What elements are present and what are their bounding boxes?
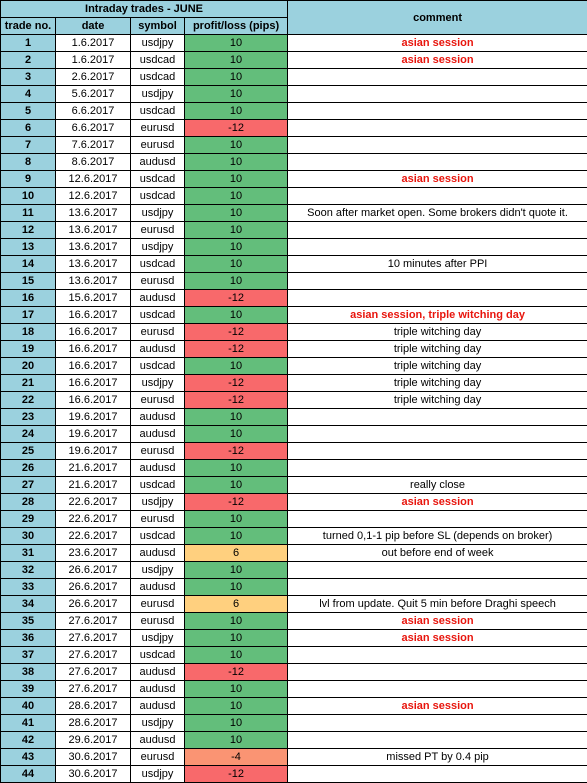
date-cell: 12.6.2017 [56, 171, 131, 188]
table-row [1, 681, 587, 698]
symbol-cell: usdjpy [131, 494, 185, 511]
profit-loss-cell: 10 [185, 698, 288, 715]
table-row [1, 613, 587, 630]
header-comment: comment [288, 1, 587, 35]
table-row [1, 154, 587, 171]
table-row [1, 222, 587, 239]
profit-loss-cell: 10 [185, 460, 288, 477]
profit-loss-cell: -12 [185, 443, 288, 460]
profit-loss-cell: 10 [185, 35, 288, 52]
table-row [1, 562, 587, 579]
symbol-cell: usdjpy [131, 35, 185, 52]
comment-cell [288, 86, 587, 103]
trade-number-cell: 39 [1, 681, 56, 698]
symbol-cell: eurusd [131, 273, 185, 290]
header-date: date [56, 18, 131, 35]
profit-loss-cell: 10 [185, 409, 288, 426]
table-row [1, 392, 587, 409]
symbol-cell: usdjpy [131, 86, 185, 103]
comment-cell [288, 69, 587, 86]
profit-loss-cell: -12 [185, 494, 288, 511]
trade-number-cell: 41 [1, 715, 56, 732]
comment-cell [288, 664, 587, 681]
date-cell: 7.6.2017 [56, 137, 131, 154]
trade-number-cell: 17 [1, 307, 56, 324]
profit-loss-cell: 10 [185, 69, 288, 86]
symbol-cell: audusd [131, 154, 185, 171]
date-cell: 30.6.2017 [56, 766, 131, 783]
header-trade-no: trade no. [1, 18, 56, 35]
date-cell: 27.6.2017 [56, 647, 131, 664]
table-row [1, 120, 587, 137]
profit-loss-cell: -12 [185, 375, 288, 392]
comment-cell: asian session [288, 698, 587, 715]
symbol-cell: usdjpy [131, 630, 185, 647]
trade-number-cell: 13 [1, 239, 56, 256]
date-cell: 27.6.2017 [56, 630, 131, 647]
table-title: Intraday trades - JUNE [1, 1, 288, 18]
table-row [1, 324, 587, 341]
trade-number-cell: 30 [1, 528, 56, 545]
trade-number-cell: 12 [1, 222, 56, 239]
symbol-cell: eurusd [131, 613, 185, 630]
date-cell: 1.6.2017 [56, 35, 131, 52]
table-row [1, 426, 587, 443]
table-row [1, 307, 587, 324]
symbol-cell: audusd [131, 664, 185, 681]
symbol-cell: usdjpy [131, 239, 185, 256]
symbol-cell: usdcad [131, 188, 185, 205]
header-symbol: symbol [131, 18, 185, 35]
comment-cell: asian session [288, 630, 587, 647]
comment-cell: triple witching day [288, 341, 587, 358]
profit-loss-cell: -12 [185, 392, 288, 409]
comment-cell [288, 103, 587, 120]
table-row [1, 103, 587, 120]
comment-cell: asian session [288, 171, 587, 188]
trade-number-cell: 7 [1, 137, 56, 154]
profit-loss-cell: -12 [185, 664, 288, 681]
symbol-cell: eurusd [131, 137, 185, 154]
date-cell: 16.6.2017 [56, 358, 131, 375]
symbol-cell: eurusd [131, 120, 185, 137]
table-body [1, 35, 587, 783]
symbol-cell: audusd [131, 732, 185, 749]
trade-number-cell: 16 [1, 290, 56, 307]
comment-cell [288, 681, 587, 698]
trade-number-cell: 5 [1, 103, 56, 120]
symbol-cell: usdjpy [131, 715, 185, 732]
symbol-cell: eurusd [131, 324, 185, 341]
comment-cell [288, 290, 587, 307]
date-cell: 19.6.2017 [56, 443, 131, 460]
trade-number-cell: 23 [1, 409, 56, 426]
table-row [1, 715, 587, 732]
date-cell: 1.6.2017 [56, 52, 131, 69]
trade-number-cell: 24 [1, 426, 56, 443]
table-row [1, 273, 587, 290]
trade-number-cell: 1 [1, 35, 56, 52]
profit-loss-cell: 10 [185, 256, 288, 273]
symbol-cell: usdcad [131, 528, 185, 545]
comment-cell: asian session, triple witching day [288, 307, 587, 324]
date-cell: 13.6.2017 [56, 205, 131, 222]
symbol-cell: audusd [131, 341, 185, 358]
symbol-cell: usdjpy [131, 375, 185, 392]
trade-number-cell: 38 [1, 664, 56, 681]
profit-loss-cell: 10 [185, 477, 288, 494]
table-row [1, 205, 587, 222]
profit-loss-cell: 10 [185, 562, 288, 579]
date-cell: 19.6.2017 [56, 409, 131, 426]
trade-number-cell: 31 [1, 545, 56, 562]
profit-loss-cell: 10 [185, 171, 288, 188]
comment-cell [288, 766, 587, 783]
symbol-cell: audusd [131, 290, 185, 307]
comment-cell: asian session [288, 35, 587, 52]
trade-number-cell: 32 [1, 562, 56, 579]
symbol-cell: eurusd [131, 392, 185, 409]
trade-number-cell: 20 [1, 358, 56, 375]
date-cell: 13.6.2017 [56, 256, 131, 273]
trade-number-cell: 4 [1, 86, 56, 103]
date-cell: 16.6.2017 [56, 341, 131, 358]
symbol-cell: usdcad [131, 103, 185, 120]
table-row [1, 137, 587, 154]
trade-number-cell: 21 [1, 375, 56, 392]
profit-loss-cell: 10 [185, 154, 288, 171]
date-cell: 28.6.2017 [56, 715, 131, 732]
comment-cell: asian session [288, 494, 587, 511]
trade-number-cell: 42 [1, 732, 56, 749]
symbol-cell: eurusd [131, 511, 185, 528]
comment-cell: triple witching day [288, 392, 587, 409]
date-cell: 13.6.2017 [56, 273, 131, 290]
table-row [1, 630, 587, 647]
profit-loss-cell: 6 [185, 545, 288, 562]
trade-number-cell: 33 [1, 579, 56, 596]
date-cell: 13.6.2017 [56, 222, 131, 239]
trade-number-cell: 8 [1, 154, 56, 171]
profit-loss-cell: 10 [185, 188, 288, 205]
trade-number-cell: 19 [1, 341, 56, 358]
comment-cell: triple witching day [288, 375, 587, 392]
comment-cell: triple witching day [288, 324, 587, 341]
table-row [1, 188, 587, 205]
trade-number-cell: 14 [1, 256, 56, 273]
date-cell: 27.6.2017 [56, 664, 131, 681]
symbol-cell: eurusd [131, 222, 185, 239]
symbol-cell: usdcad [131, 358, 185, 375]
symbol-cell: usdcad [131, 52, 185, 69]
table-row [1, 69, 587, 86]
profit-loss-cell: -12 [185, 766, 288, 783]
header-profit-loss: profit/loss (pips) [185, 18, 288, 35]
symbol-cell: audusd [131, 426, 185, 443]
symbol-cell: eurusd [131, 749, 185, 766]
symbol-cell: usdjpy [131, 562, 185, 579]
symbol-cell: audusd [131, 681, 185, 698]
comment-cell [288, 562, 587, 579]
profit-loss-cell: 10 [185, 647, 288, 664]
comment-cell [288, 409, 587, 426]
comment-cell: turned 0,1-1 pip before SL (depends on broker) [288, 528, 587, 545]
date-cell: 8.6.2017 [56, 154, 131, 171]
date-cell: 19.6.2017 [56, 426, 131, 443]
date-cell: 23.6.2017 [56, 545, 131, 562]
date-cell: 28.6.2017 [56, 698, 131, 715]
profit-loss-cell: 10 [185, 52, 288, 69]
comment-cell: asian session [288, 52, 587, 69]
table-row [1, 647, 587, 664]
table-row [1, 545, 587, 562]
date-cell: 22.6.2017 [56, 494, 131, 511]
trade-number-cell: 9 [1, 171, 56, 188]
symbol-cell: audusd [131, 545, 185, 562]
comment-cell [288, 715, 587, 732]
trade-number-cell: 34 [1, 596, 56, 613]
date-cell: 21.6.2017 [56, 460, 131, 477]
table-row [1, 596, 587, 613]
profit-loss-cell: 10 [185, 630, 288, 647]
comment-cell: really close [288, 477, 587, 494]
comment-cell [288, 579, 587, 596]
trade-number-cell: 22 [1, 392, 56, 409]
comment-cell [288, 460, 587, 477]
profit-loss-cell: 10 [185, 103, 288, 120]
symbol-cell: usdcad [131, 307, 185, 324]
symbol-cell: usdcad [131, 171, 185, 188]
trade-number-cell: 37 [1, 647, 56, 664]
comment-cell [288, 647, 587, 664]
trade-number-cell: 35 [1, 613, 56, 630]
date-cell: 5.6.2017 [56, 86, 131, 103]
comment-cell [288, 426, 587, 443]
trade-number-cell: 2 [1, 52, 56, 69]
table-row [1, 290, 587, 307]
comment-cell [288, 222, 587, 239]
trade-number-cell: 11 [1, 205, 56, 222]
table-row [1, 511, 587, 528]
profit-loss-cell: 10 [185, 511, 288, 528]
symbol-cell: usdcad [131, 69, 185, 86]
date-cell: 29.6.2017 [56, 732, 131, 749]
table-row [1, 52, 587, 69]
date-cell: 26.6.2017 [56, 596, 131, 613]
date-cell: 6.6.2017 [56, 120, 131, 137]
trade-number-cell: 27 [1, 477, 56, 494]
date-cell: 26.6.2017 [56, 579, 131, 596]
table-row [1, 443, 587, 460]
table-row [1, 35, 587, 52]
date-cell: 2.6.2017 [56, 69, 131, 86]
date-cell: 16.6.2017 [56, 307, 131, 324]
symbol-cell: audusd [131, 579, 185, 596]
profit-loss-cell: -4 [185, 749, 288, 766]
trade-number-cell: 10 [1, 188, 56, 205]
table-row [1, 358, 587, 375]
trade-number-cell: 25 [1, 443, 56, 460]
symbol-cell: usdcad [131, 647, 185, 664]
date-cell: 22.6.2017 [56, 528, 131, 545]
date-cell: 6.6.2017 [56, 103, 131, 120]
table-row [1, 239, 587, 256]
comment-cell: 10 minutes after PPI [288, 256, 587, 273]
comment-cell: out before end of week [288, 545, 587, 562]
profit-loss-cell: 10 [185, 205, 288, 222]
table-row [1, 460, 587, 477]
trade-number-cell: 28 [1, 494, 56, 511]
symbol-cell: audusd [131, 460, 185, 477]
comment-cell [288, 154, 587, 171]
table-row [1, 749, 587, 766]
profit-loss-cell: 10 [185, 307, 288, 324]
trade-number-cell: 3 [1, 69, 56, 86]
profit-loss-cell: -12 [185, 120, 288, 137]
table-row [1, 766, 587, 783]
comment-cell [288, 732, 587, 749]
profit-loss-cell: -12 [185, 341, 288, 358]
date-cell: 26.6.2017 [56, 562, 131, 579]
profit-loss-cell: 10 [185, 613, 288, 630]
profit-loss-cell: -12 [185, 324, 288, 341]
profit-loss-cell: 10 [185, 579, 288, 596]
table-row [1, 256, 587, 273]
profit-loss-cell: 10 [185, 715, 288, 732]
symbol-cell: eurusd [131, 596, 185, 613]
comment-cell: Soon after market open. Some brokers didn't quote it. [288, 205, 587, 222]
profit-loss-cell: 6 [185, 596, 288, 613]
trade-number-cell: 15 [1, 273, 56, 290]
date-cell: 22.6.2017 [56, 511, 131, 528]
table-row [1, 86, 587, 103]
table-row [1, 528, 587, 545]
comment-cell [288, 188, 587, 205]
comment-cell [288, 273, 587, 290]
date-cell: 27.6.2017 [56, 681, 131, 698]
comment-cell [288, 239, 587, 256]
trade-number-cell: 26 [1, 460, 56, 477]
symbol-cell: usdcad [131, 256, 185, 273]
symbol-cell: usdjpy [131, 766, 185, 783]
trade-number-cell: 18 [1, 324, 56, 341]
profit-loss-cell: 10 [185, 273, 288, 290]
comment-cell [288, 511, 587, 528]
profit-loss-cell: 10 [185, 358, 288, 375]
profit-loss-cell: 10 [185, 137, 288, 154]
table-row [1, 409, 587, 426]
table-row [1, 477, 587, 494]
date-cell: 13.6.2017 [56, 239, 131, 256]
trade-number-cell: 43 [1, 749, 56, 766]
trade-number-cell: 44 [1, 766, 56, 783]
table-row [1, 664, 587, 681]
comment-cell: triple witching day [288, 358, 587, 375]
symbol-cell: audusd [131, 409, 185, 426]
date-cell: 27.6.2017 [56, 613, 131, 630]
comment-cell: missed PT by 0.4 pip [288, 749, 587, 766]
table-row [1, 494, 587, 511]
profit-loss-cell: 10 [185, 426, 288, 443]
date-cell: 12.6.2017 [56, 188, 131, 205]
trade-number-cell: 40 [1, 698, 56, 715]
table-row [1, 375, 587, 392]
profit-loss-cell: -12 [185, 290, 288, 307]
trade-number-cell: 6 [1, 120, 56, 137]
table-row [1, 171, 587, 188]
symbol-cell: eurusd [131, 443, 185, 460]
profit-loss-cell: 10 [185, 732, 288, 749]
date-cell: 16.6.2017 [56, 392, 131, 409]
date-cell: 21.6.2017 [56, 477, 131, 494]
comment-cell: lvl from update. Quit 5 min before Draghi speech [288, 596, 587, 613]
table-row [1, 732, 587, 749]
symbol-cell: audusd [131, 698, 185, 715]
profit-loss-cell: 10 [185, 239, 288, 256]
symbol-cell: usdjpy [131, 205, 185, 222]
comment-cell [288, 120, 587, 137]
profit-loss-cell: 10 [185, 528, 288, 545]
comment-cell [288, 137, 587, 154]
trade-number-cell: 29 [1, 511, 56, 528]
date-cell: 15.6.2017 [56, 290, 131, 307]
profit-loss-cell: 10 [185, 222, 288, 239]
profit-loss-cell: 10 [185, 681, 288, 698]
comment-cell [288, 443, 587, 460]
profit-loss-cell: 10 [185, 86, 288, 103]
table-row [1, 579, 587, 596]
trade-number-cell: 36 [1, 630, 56, 647]
comment-cell: asian session [288, 613, 587, 630]
table-row [1, 698, 587, 715]
table-row [1, 341, 587, 358]
date-cell: 30.6.2017 [56, 749, 131, 766]
date-cell: 16.6.2017 [56, 324, 131, 341]
date-cell: 16.6.2017 [56, 375, 131, 392]
symbol-cell: usdcad [131, 477, 185, 494]
